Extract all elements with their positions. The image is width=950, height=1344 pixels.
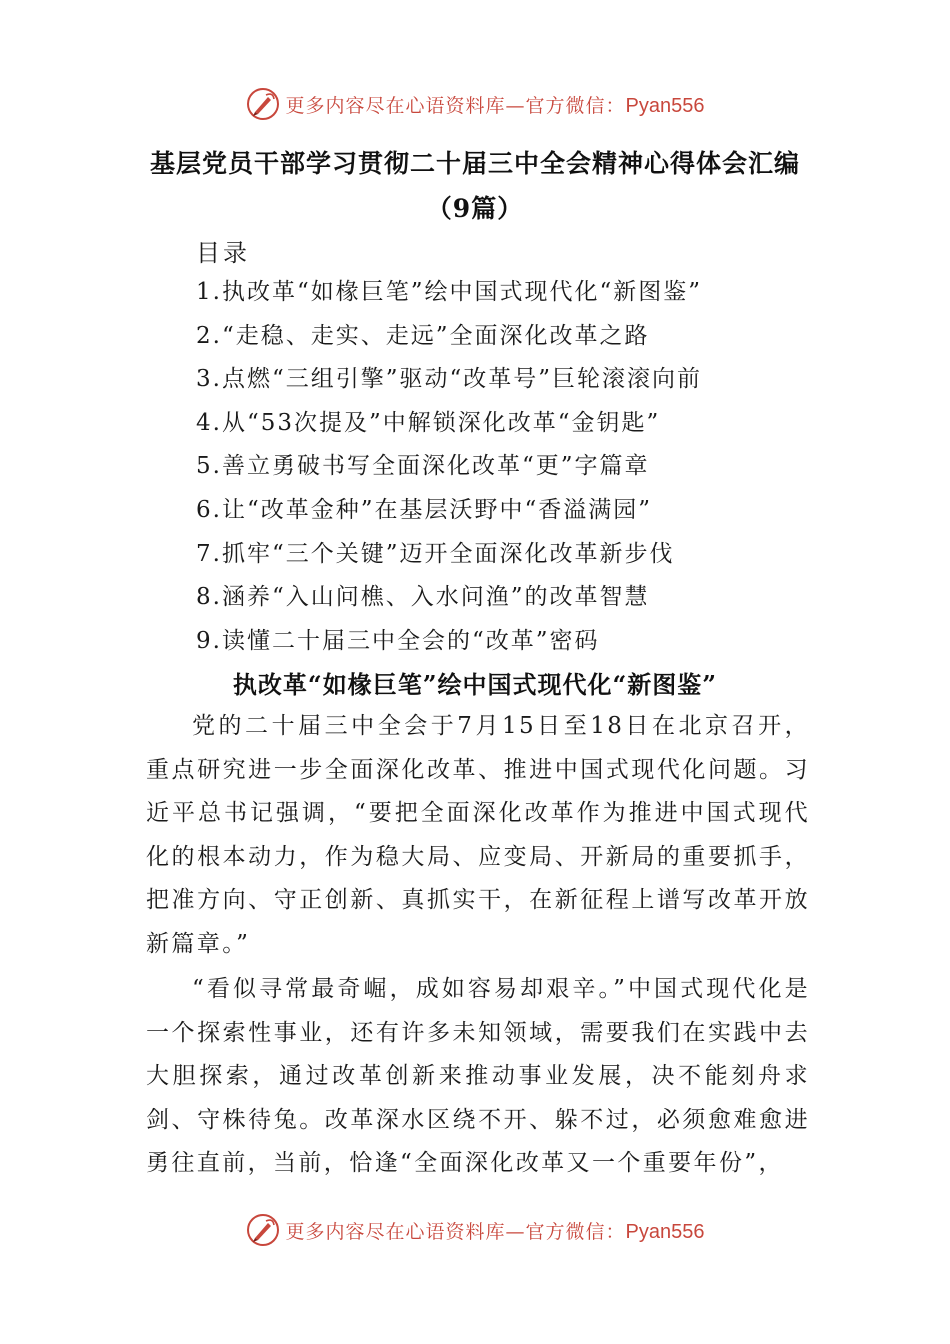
- section-title: 执改革“如椽巨笔”绘中国式现代化“新图鉴”: [232, 670, 718, 699]
- toc-item: 6.让“改革金种”在基层沃野中“香溢满园”: [196, 496, 652, 523]
- watermark-cn-text: 更多内容尽在心语资料库—官方微信：: [285, 1220, 626, 1243]
- body-paragraph: 党的二十届三中全会于7月15日至18日在北京召开，重点研究进一步全面深化改革、推进中国式现代化问题。习近平总书记强调，“要把全面深化改革作为推进中国式现代化的根本动力，作为稳大局、应变局、开新局的重要抓手，把准方向、守正创新、真抓实干，在新征程上谱写改革开放新篇章。”: [146, 713, 810, 957]
- toc-item: 2.“走稳、走实、走远”全面深化改革之路: [196, 322, 650, 349]
- watermark-text: [286, 1217, 705, 1244]
- pen-logo-icon: [246, 1213, 280, 1247]
- header-watermark-banner: [0, 82, 950, 126]
- watermark-cn-text: 更多内容尽在心语资料库—官方微信：: [285, 94, 626, 117]
- footer-watermark-banner: [0, 1208, 950, 1252]
- table-of-contents: [196, 274, 702, 666]
- watermark-wechat-id: Pyan556: [625, 94, 705, 117]
- toc-item: 1.执改革“如椽巨笔”绘中国式现代化“新图鉴”: [196, 279, 702, 305]
- toc-item: 7.抓牢“三个关键”迈开全面深化改革新步伐: [196, 540, 675, 567]
- toc-item: 5.善立勇破书写全面深化改革“更”字篇章: [196, 453, 650, 480]
- toc-item: 9.读懂二十届三中全会的“改革”密码: [196, 627, 600, 654]
- body-paragraph: “看似寻常最奇崛，成如容易却艰辛。”中国式现代化是一个探索性事业，还有许多未知领域，需要我们在实践中去大胆探索，通过改革创新来推动事业发展，决不能刻舟求剑、守株待兔。改革深水区绕不开、躲不过，必须愈难愈进勇往直前，当前，恰逢“全面深化改革又一个重要年份”，: [146, 976, 810, 1177]
- toc-item: 4.从“53次提及”中解锁深化改革“金钥匙”: [196, 409, 661, 436]
- document-title-count: （9篇）: [426, 194, 524, 223]
- document-title: 基层党员干部学习贯彻二十届三中全会精神心得体会汇编: [149, 149, 800, 178]
- toc-item: 3.点燃“三组引擎”驱动“改革号”巨轮滚滚向前: [196, 366, 702, 393]
- pen-logo-icon: [246, 87, 280, 121]
- watermark-wechat-id: Pyan556: [625, 1220, 705, 1243]
- toc-item: 8.涵养“入山问樵、入水问渔”的改革智慧: [196, 584, 650, 611]
- toc-heading: 目录: [196, 239, 250, 267]
- watermark-text: [286, 91, 705, 118]
